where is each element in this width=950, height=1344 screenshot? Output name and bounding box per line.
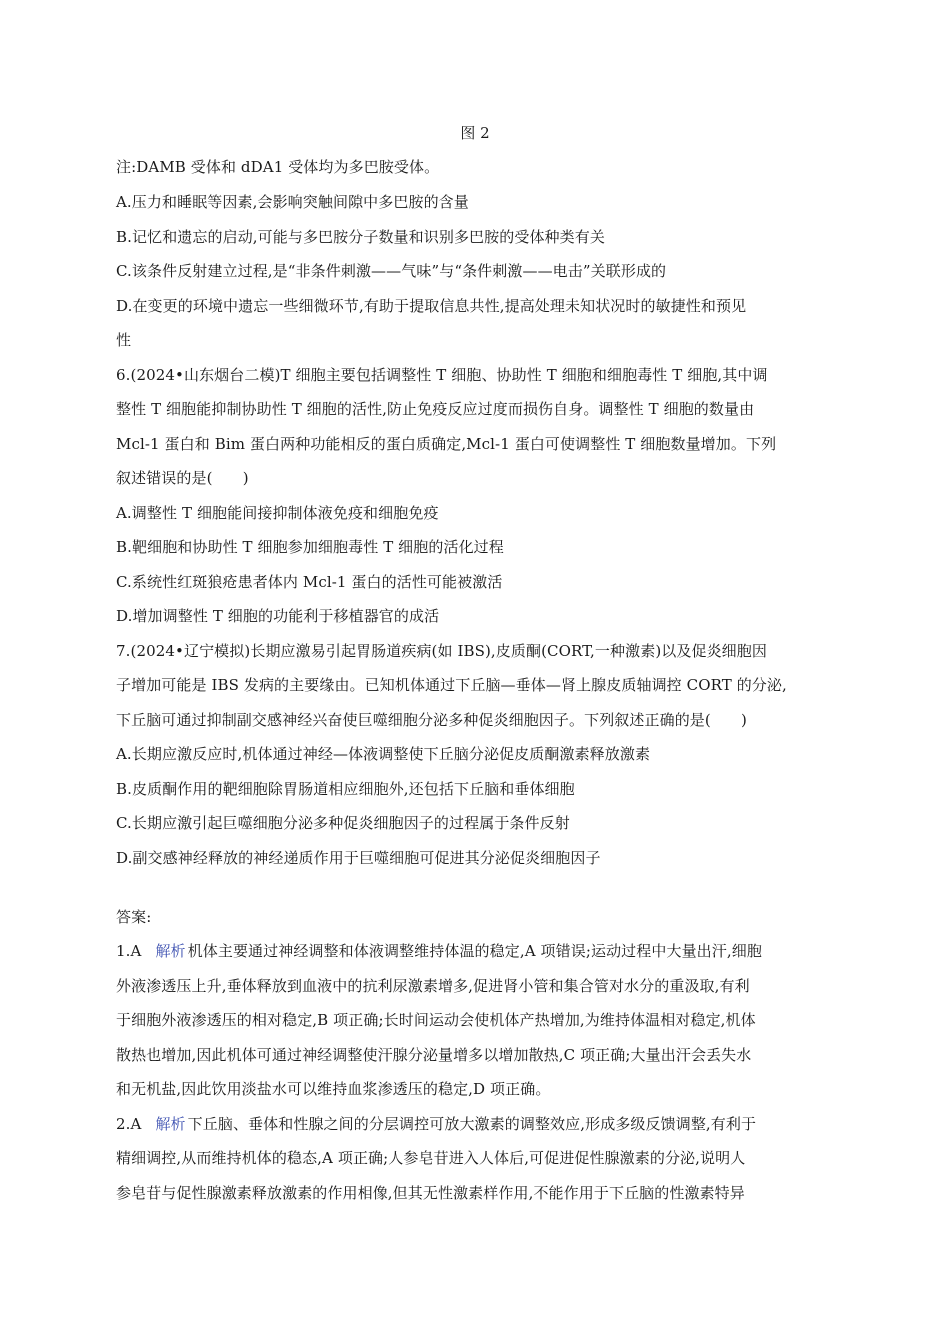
answer-text: 下丘脑、垂体和性腺之间的分层调控可放大激素的调整效应,形成多级反馈调整,有利于 xyxy=(187,1115,757,1133)
q5-option-b: B.记忆和遗忘的启动,可能与多巴胺分子数量和识别多巴胺的受体种类有关 xyxy=(116,228,605,246)
answer-number: 2.A xyxy=(116,1115,142,1133)
q7-stem: 7.(2024•辽宁模拟)长期应激易引起胃肠道疾病(如 IBS),皮质酮(CORT,一种激素)以及促炎细胞因 xyxy=(116,642,767,660)
answer-1 xyxy=(116,939,836,963)
answer-number: 1.A xyxy=(116,942,142,960)
q5-option-d: D.在变更的环境中遗忘一些细微环节,有助于提取信息共性,提高处理未知状况时的敏捷性和预见 xyxy=(116,297,747,315)
q5-option-a: A.压力和睡眠等因素,会影响突触间隙中多巴胺的含量 xyxy=(116,193,469,211)
q6-stem: 6.(2024•山东烟台二模)T 细胞主要包括调整性 T 细胞、协助性 T 细胞和细胞毒性 T 细胞,其中调 xyxy=(116,366,768,384)
analysis-tag: 解析 xyxy=(155,1115,186,1133)
answer-2-text: 参皂苷与促性腺激素释放激素的作用相像,但其无性激素样作用,不能作用于下丘脑的性激素特异 xyxy=(116,1184,745,1202)
answer-1-text: 外液渗透压上升,垂体释放到血液中的抗利尿激素增多,促进肾小管和集合管对水分的重汲取,有利 xyxy=(116,977,750,995)
q6-option-c: C.系统性红斑狼疮患者体内 Mcl-1 蛋白的活性可能被激活 xyxy=(116,573,503,591)
q7-stem: 子增加可能是 IBS 发病的主要缘由。已知机体通过下丘脑—垂体—肾上腺皮质轴调控 CORT 的分泌, xyxy=(116,676,787,694)
answer-2 xyxy=(116,1112,836,1136)
q7-option-d: D.副交感神经释放的神经递质作用于巨噬细胞可促进其分泌促炎细胞因子 xyxy=(116,849,601,867)
q7-option-b: B.皮质酮作用的靶细胞除胃肠道相应细胞外,还包括下丘脑和垂体细胞 xyxy=(116,780,575,798)
answer-1-text: 散热也增加,因此机体可通过神经调整使汗腺分泌量增多以增加散热,C 项正确;大量出汗会丢失水 xyxy=(116,1046,752,1064)
answer-text: 机体主要通过神经调整和体液调整维持体温的稳定,A 项错误;运动过程中大量出汗,细胞 xyxy=(187,942,762,960)
q6-stem: Mcl-1 蛋白和 Bim 蛋白两种功能相反的蛋白质确定,Mcl-1 蛋白可使调整性 T 细胞数量增加。下列 xyxy=(116,435,777,453)
q6-stem: 整性 T 细胞能抑制协助性 T 细胞的活性,防止免疫反应过度而损伤自身。调整性 T 细胞的数量由 xyxy=(116,400,755,418)
q6-option-b: B.靶细胞和协助性 T 细胞参加细胞毒性 T 细胞的活化过程 xyxy=(116,538,504,556)
analysis-tag: 解析 xyxy=(155,942,186,960)
q5-option-c: C.该条件反射建立过程,是“非条件刺激——气味”与“条件刺激——电击”关联形成的 xyxy=(116,262,667,280)
q6-stem: 叙述错误的是( ) xyxy=(116,469,249,487)
answers-header: 答案: xyxy=(116,908,152,926)
answer-1-text: 和无机盐,因此饮用淡盐水可以维持血浆渗透压的稳定,D 项正确。 xyxy=(116,1080,551,1098)
q7-option-c: C.长期应激引起巨噬细胞分泌多种促炎细胞因子的过程属于条件反射 xyxy=(116,814,570,832)
answer-1-text: 于细胞外液渗透压的相对稳定,B 项正确;长时间运动会使机体产热增加,为维持体温相对稳定,机体 xyxy=(116,1011,756,1029)
answer-2-text: 精细调控,从而维持机体的稳态,A 项正确;人参皂苷进入人体后,可促进促性腺激素的分泌,说明人 xyxy=(116,1149,746,1167)
figure-note: 注:DAMB 受体和 dDA1 受体均为多巴胺受体。 xyxy=(116,158,440,176)
q5-option-d-cont: 性 xyxy=(116,331,132,349)
q6-option-d: D.增加调整性 T 细胞的功能利于移植器官的成活 xyxy=(116,607,440,625)
figure-caption: 图 2 xyxy=(460,124,490,142)
q6-option-a: A.调整性 T 细胞能间接抑制体液免疫和细胞免疫 xyxy=(116,504,439,522)
q7-option-a: A.长期应激反应时,机体通过神经—体液调整使下丘脑分泌促皮质酮激素释放激素 xyxy=(116,745,651,763)
q7-stem: 下丘脑可通过抑制副交感神经兴奋使巨噬细胞分泌多种促炎细胞因子。下列叙述正确的是( ) xyxy=(116,711,748,729)
